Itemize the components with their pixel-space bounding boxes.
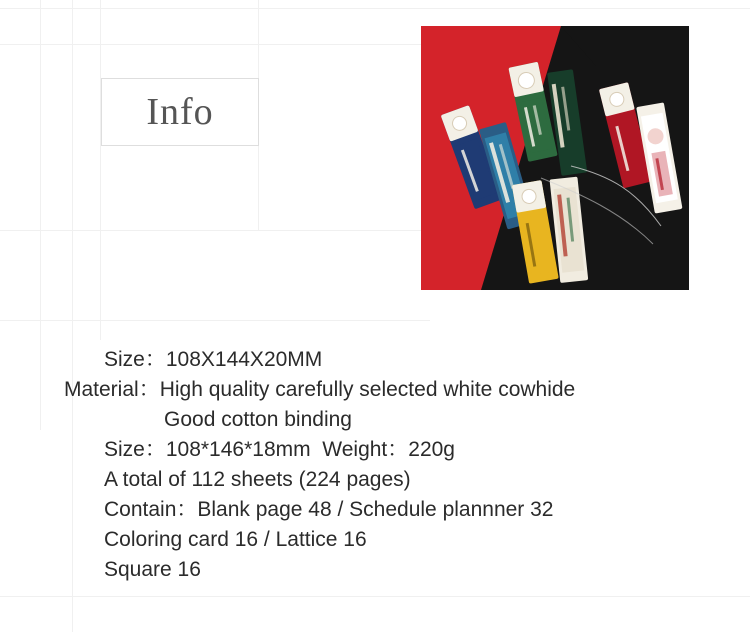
spec-line: Contain：Blank page 48 / Schedule plannner 32 [104,498,554,521]
spec-line: Square 16 [104,558,201,581]
decorative-line [0,320,430,321]
spec-line: Material：High quality carefully selected white cowhide [64,378,576,401]
specifications-block [64,345,704,585]
decorative-line [0,596,750,597]
product-photo [421,26,689,290]
spec-line: Coloring card 16 / Lattice 16 [104,528,367,551]
spec-line: Good cotton binding [164,408,352,431]
spec-line: A total of 112 sheets (224 pages) [104,468,411,491]
page-title: Info [146,91,214,133]
spec-line: Size：108X144X20MM [104,348,323,371]
decorative-line [0,44,430,45]
decorative-line [0,8,750,9]
info-heading-box [101,78,259,146]
decorative-line [40,0,41,430]
decorative-line [100,0,101,340]
decorative-line [0,230,430,231]
spec-line: Size：108*146*18mm Weight：220g [104,438,455,461]
